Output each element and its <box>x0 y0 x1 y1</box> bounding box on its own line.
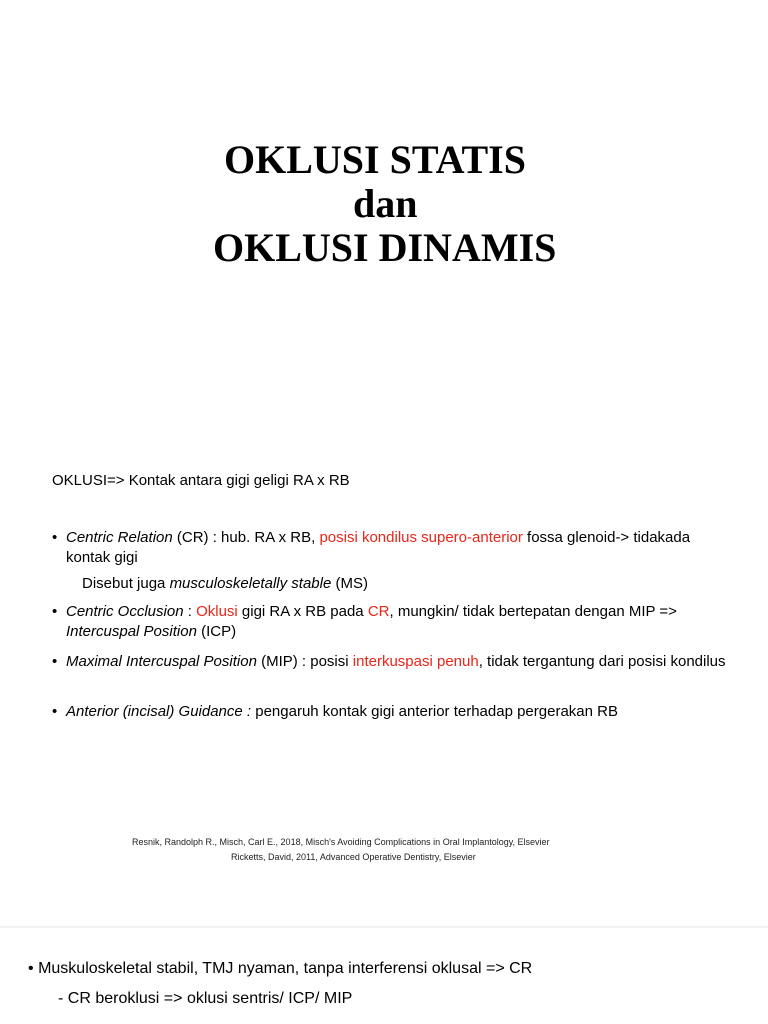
title-line-2: dan <box>353 181 418 226</box>
bullet-marker: • <box>28 960 34 977</box>
slide-2-subline: - CR beroklusi => oklusi sentris/ ICP/ MIP <box>58 990 353 1007</box>
highlight: posisi kondilus supero-anterior <box>319 529 523 546</box>
text: Muskuloskeletal stabil, TMJ nyaman, tanpa interferensi oklusal => CR <box>38 960 533 977</box>
text: (MS) <box>331 575 368 592</box>
term: Maximal Intercuspal Position <box>66 653 257 670</box>
bullet-marker: • <box>52 703 58 720</box>
bullet-subtext <box>82 574 368 594</box>
bullet-text <box>66 602 732 642</box>
bullet-marker: • <box>52 653 58 670</box>
bullet-text <box>66 528 732 568</box>
reference-1: Resnik, Randolph R., Misch, Carl E., 2018, Misch's Avoiding Complications in Oral Implantology, Elsevier <box>132 837 550 847</box>
term: musculoskeletally stable <box>169 575 332 592</box>
intro-text: OKLUSI=> Kontak antara gigi geligi RA x RB <box>52 472 350 489</box>
highlight: CR <box>367 603 390 620</box>
reference-2: Ricketts, David, 2011, Advanced Operative Dentistry, Elsevier <box>231 852 476 862</box>
title-line-1: OKLUSI STATIS <box>224 137 526 182</box>
term: Intercuspal Position <box>66 623 197 640</box>
text: (MIP) : posisi <box>256 653 353 670</box>
bullet-marker: • <box>52 603 58 620</box>
bullet-marker: • <box>52 529 58 546</box>
bullet-text <box>66 702 732 722</box>
text: , mungkin/ tidak bertepatan dengan MIP => <box>389 603 677 620</box>
title-line-3: OKLUSI DINAMIS <box>213 225 557 270</box>
text: Disebut juga <box>82 575 170 592</box>
text: pengaruh kontak gigi anterior terhadap pergerakan RB <box>251 703 618 720</box>
term: Centric Occlusion <box>66 603 184 620</box>
text: , tidak tergantung dari posisi kondilus <box>478 653 726 670</box>
term: Centric Relation <box>66 529 173 546</box>
highlight: Oklusi <box>196 603 238 620</box>
text: (ICP) <box>196 623 237 640</box>
bullet-text <box>66 652 732 672</box>
text: fossa glenoid-> tidakada kontak gigi <box>66 529 691 566</box>
text: gigi RA x RB pada <box>237 603 368 620</box>
slide-divider <box>0 926 768 928</box>
highlight: interkuspasi penuh <box>352 653 479 670</box>
text: (CR) : hub. RA x RB, <box>172 529 320 546</box>
slide-2-bullet <box>28 956 532 982</box>
term: Anterior (incisal) Guidance : <box>66 703 252 720</box>
text: : <box>183 603 197 620</box>
